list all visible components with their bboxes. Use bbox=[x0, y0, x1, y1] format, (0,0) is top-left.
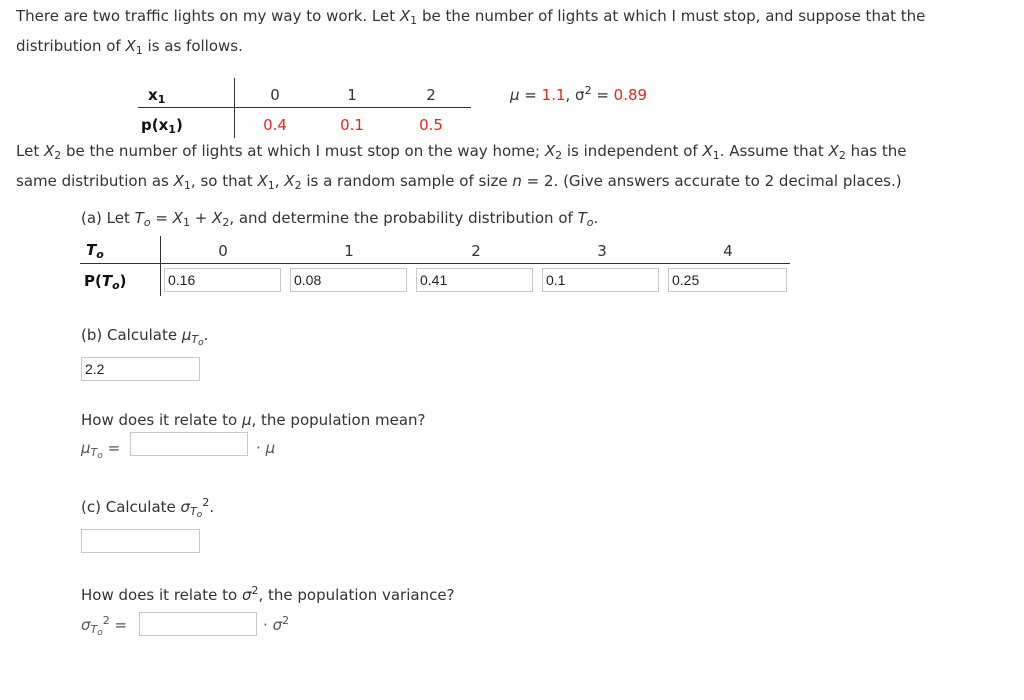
to-value: 1 bbox=[344, 242, 354, 260]
relate-var-question: How does it relate to $\sigma^2$, the population variance? bbox=[81, 584, 455, 604]
p-to-input-1[interactable]: 0.08 bbox=[290, 268, 407, 292]
mu-sigma-summary: μ = 1.1, $\sigma^2 = 0.89$ bbox=[510, 84, 648, 104]
relate-var-input[interactable] bbox=[139, 612, 257, 636]
intro-text: There are two traffic lights on my way to work. Let bbox=[16, 7, 400, 25]
intro-text: distribution of bbox=[16, 37, 126, 55]
to-value: 0 bbox=[218, 242, 228, 260]
intro-text: be the number of lights at which I must stop, and suppose that the bbox=[417, 7, 926, 25]
mu-value: 1.1 bbox=[541, 86, 566, 104]
to-value: 4 bbox=[723, 242, 733, 260]
mu-symbol: μ = bbox=[510, 86, 542, 104]
pto-header: $P(T_o)$ bbox=[84, 272, 127, 292]
x-variable: X bbox=[125, 37, 136, 55]
x-value: 1 bbox=[347, 86, 357, 104]
relate-mean-suffix: · μ bbox=[256, 439, 276, 457]
to-header: $T_o$ bbox=[86, 241, 104, 261]
sigma-value: 0.89 bbox=[613, 86, 648, 104]
p-to-input-4[interactable]: 0.25 bbox=[668, 268, 787, 292]
relate-mean-question: How does it relate to μ, the population mean? bbox=[81, 411, 426, 429]
mean-to-input[interactable]: 2.2 bbox=[81, 357, 200, 381]
p-to-input-2[interactable]: 0.41 bbox=[416, 268, 533, 292]
p-value: 0.4 bbox=[263, 116, 287, 134]
subscript: 1 bbox=[410, 14, 418, 27]
part-b-prompt: (b) Calculate $\mu_{T_o}$. bbox=[81, 326, 209, 348]
relate-var-suffix: · $\sigma^2$ bbox=[263, 614, 290, 634]
p-to-input-3[interactable]: 0.1 bbox=[542, 268, 659, 292]
to-table-divider bbox=[160, 236, 161, 296]
part-a-prompt: (a) Let $T_o = X_1 + X_2$, and determine the probability distribution of $T_o$. bbox=[81, 209, 599, 229]
x-value: 0 bbox=[270, 86, 280, 104]
x-variable: X bbox=[399, 7, 411, 25]
relate-mean-lhs: $\mu_{T_o}$ = bbox=[81, 439, 121, 461]
p-value: 0.5 bbox=[419, 116, 443, 134]
part-c-prompt: (c) Calculate $\sigma_{T_o}^2$. bbox=[81, 496, 215, 520]
x-value: 2 bbox=[426, 86, 436, 104]
table-header-x: $x_1$ bbox=[148, 86, 166, 106]
relate-var-lhs: $\sigma_{T_o}^2$ = bbox=[81, 614, 128, 638]
table-rule bbox=[138, 107, 471, 108]
intro-line-1 bbox=[16, 7, 925, 25]
para2-line-1: Let $X_2$ be the number of lights at which I must stop on the way home; $X_2$ is independent of $X_1$. Assume that $X_2$ has the bbox=[16, 142, 907, 162]
to-table-rule bbox=[80, 263, 790, 264]
subscript: 1 bbox=[135, 44, 143, 57]
p-value: 0.1 bbox=[340, 116, 364, 134]
intro-text: is as follows. bbox=[142, 37, 243, 55]
sigma-symbol: , σ bbox=[565, 86, 585, 104]
table-divider bbox=[234, 78, 235, 138]
variance-to-input[interactable] bbox=[81, 529, 200, 553]
relate-mean-input[interactable] bbox=[130, 432, 248, 456]
para2-line-2: same distribution as $X_1$, so that $X_1$, $X_2$ is a random sample of size n = 2. (Give answers accurate to 2 decimal places.) bbox=[16, 172, 902, 192]
table-header-px: $p(x_1)$ bbox=[141, 116, 183, 136]
p-to-input-0[interactable]: 0.16 bbox=[164, 268, 281, 292]
to-value: 3 bbox=[597, 242, 607, 260]
intro-line-2 bbox=[16, 37, 243, 55]
to-value: 2 bbox=[471, 242, 481, 260]
